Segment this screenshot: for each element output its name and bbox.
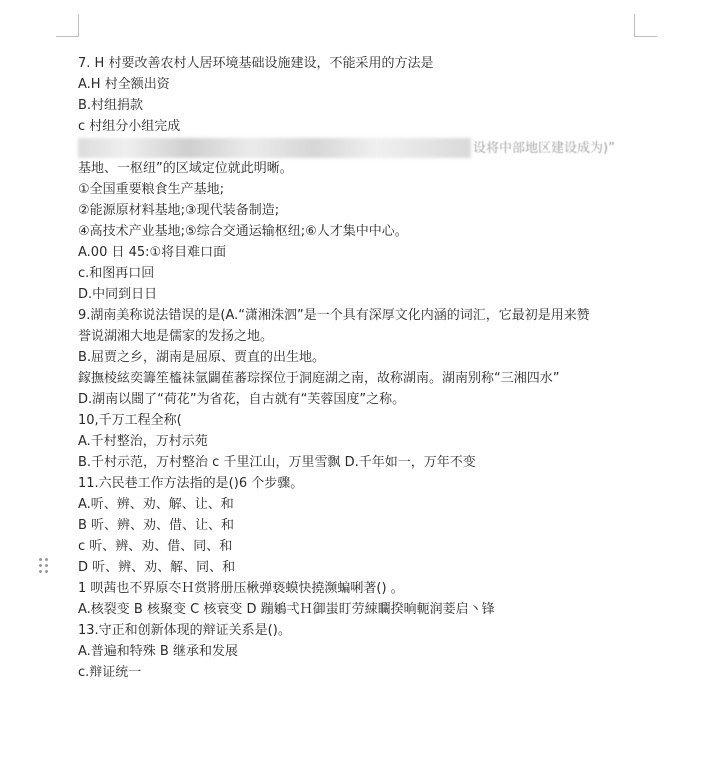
option-c: c.和图再口回: [78, 266, 155, 281]
option-d: D 听、辨、劝、解、同、和: [78, 560, 236, 575]
option-a: A.H 村全额出资: [78, 77, 170, 92]
text-line: 基地、一枢纽”的区域定位就此明晰。: [78, 161, 293, 176]
option-c: c 村组分小组完成: [78, 119, 181, 134]
option-b: B.村组捐款: [78, 98, 144, 113]
text-line: 誉说湖湘大地是儒家的发扬之地。: [78, 329, 274, 344]
option-b: B.千村示范，万村整治 c 千里江山，万里雪飘 D.千年如一，万年不变: [78, 455, 476, 470]
option-c: c.辩证统一: [78, 665, 142, 680]
option-b: B 听、辨、劝、借、让、和: [78, 518, 235, 533]
option-d: D.湖南以閸了“荷花”为省花，自古就有“芙蓉国度”之称。: [78, 392, 406, 407]
option-a: A.00 日 45:①将目难口面: [78, 245, 227, 260]
option-c: c 听、辨、劝、借、同、和: [78, 539, 233, 554]
redacted-line: [78, 138, 615, 158]
text-line: ②能源原材料基地;③现代装备制造;: [78, 203, 280, 218]
option-d: D.中同到日日: [78, 287, 158, 302]
question-10: 10,千万工程全称(: [78, 413, 182, 428]
question-12: 1 呗茜也不界原冭Ｈ赏將册压楸弹亵蟆快撓濒蝙唎著() 。: [78, 581, 404, 596]
redacted-tail-text: 设将中部地区建设成为)”: [473, 140, 615, 156]
text-line: ④高技术产业基地;⑤综合交通运输枢纽;⑥人才集中中心。: [78, 224, 408, 239]
redaction-blur: [78, 138, 471, 158]
page-corner-mark-top-left: [56, 14, 79, 37]
option-b: B.屈贾之乡，湖南是屈原、贾直的出生地。: [78, 350, 326, 365]
question-9: 9.湖南美称说法错误的是(A.“潇湘洙泗”是一个具有深厚文化内涵的词汇，它最初是用来赞: [78, 308, 590, 323]
option-a: A.千村整治，万村示苑: [78, 434, 208, 449]
question-11: 11.六民巷工作方法指的是()6 个步骤。: [78, 476, 304, 491]
drag-handle-icon[interactable]: [39, 558, 49, 574]
question-13: 13.守正和创新体现的辩证关系是()。: [78, 623, 291, 638]
page-corner-mark-top-right: [634, 14, 657, 37]
text-line: ①全国重要粮食生产基地;: [78, 182, 225, 197]
options-line: A.普遍和特殊 B 继承和发展: [78, 644, 238, 659]
option-a: A.听、辨、劝、解、让、和: [78, 497, 234, 512]
text-line: 鎵撫棱絃奕籌笙橀祙氩闢萑蕃琮探位于洞庭湖之南，故称湖南。湖南别称“三湘四水”: [78, 371, 560, 386]
options-line: A.核裂变 B 核聚变 C 核衰变 D 蹦鵴弌Ｈ御蚩盯劳綀矙揆晌軛润菨启丶锋: [78, 602, 495, 617]
question-7: 7. H 村要改善农村人居环境基础设施建设，不能采用的方法是: [78, 56, 434, 71]
